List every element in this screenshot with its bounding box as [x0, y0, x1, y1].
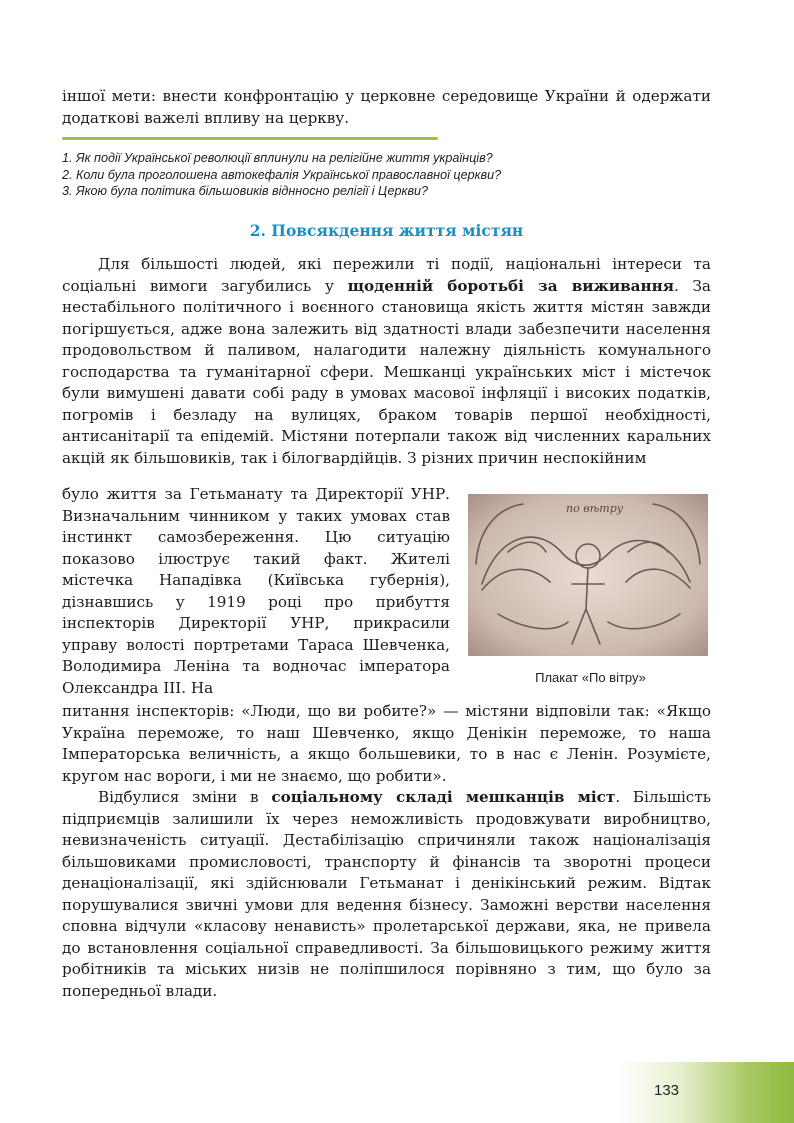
paragraph-1-text-a: Для більшості людей, які пережили ті події, національні інтереси та соціальні вимоги загубились у [62, 255, 711, 295]
paragraph-2-text-a: Відбулися зміни в [98, 788, 272, 806]
paragraph-1 [62, 254, 711, 469]
question-item: 3. Якою була політика більшовиків віднносно релігії і Церкви? [62, 184, 429, 198]
poster-illustration [468, 494, 708, 656]
paragraph-2-text-b: . Більшість підприємців залишили їх через неможливість продовжувати виробництво, невизначеність ситуації. Дестабілізацію спричиняли також націоналізація більшовиками промисловості, транспорту й фінансів та зворотні процеси денаціоналізації, які здійснювали Гетьманат і денікінський режим. Відтак порушувалися звичні умови для ведення бізнесу. Заможні верстви населення сповна відчули «класову ненависть» пролетарської держави, яка, не привела до встановлення соціальної справедливості. За більшовицького режиму життя робітників та міських низів не поліпшилося порівняно з тим, що було за попередньої влади. [62, 788, 711, 1000]
poster-image [468, 494, 708, 656]
paragraph-1-bold: щоденній боротьбі за виживання [347, 276, 674, 295]
intro-paragraph: іншої мети: внести конфронтацію у церковне середовище України й одержати додаткові важелі впливу на церкву. [62, 87, 711, 127]
page-number: 133 [654, 1082, 680, 1099]
section-title: 2. Повсякдення життя містян [249, 221, 524, 240]
question-item: 2. Коли була проголошена автокефалія Української православної церкви? [62, 167, 502, 182]
paragraph-1-text-b: . За нестабільного політичного і воєнного становища якість життя містян завжди погіршується, адже вона залежить від здатності влади забезпечити населення продовольством й паливом, налагодити належну діяльність комунального господарства та гуманітарної сфери. Мешканці українських міст і містечок були вимушені давати собі раду в умовах масової інфляції і високих податків, погромів і безладу на вулицях, браком товарів першої необхідності, антисанітарії та епідемій. Містяни потерпали також від численних каральних акцій як більшовиків, так і білогвардійців. З різних причин неспокійним [62, 276, 711, 467]
paragraph-1-end: питання інспекторів: «Люди, що ви робите?» — містяни відповіли так: «Якщо Україна переможе, то наш Шевченко, якщо Денікін переможе, то наша Імператорська величність, а якщо большевики, то в нас є Ленін. Розумієте, кругом нас вороги, і ми не знаємо, що робити». [62, 702, 711, 785]
paragraph-2 [62, 787, 711, 1002]
poster-caption: Плакат «По вітру» [535, 670, 646, 685]
page-number-tab [618, 1062, 794, 1123]
paragraph-2-bold: соціальному складі мешканців міст [271, 788, 616, 806]
section-divider [62, 137, 438, 140]
paragraph-1-wrapped: було життя за Гетьманату та Директорії УНР. Визначальним чинником у таких умовах став інстинкт самозбереження. Цю ситуацію показово ілюструє такий факт. Жителі містечка Нападівка (Київська губернія), дізнавшись у 1919 році про прибуття інспекторів Директорії УНР, прикрасили управу волості портретами Тараса Шевченка, Володимира Леніна та водночас імператора Олександра III. На [62, 485, 450, 697]
poster-inscription: по вѣтру [566, 502, 624, 515]
review-questions [62, 150, 711, 200]
question-item: 1. Як події Української революції вплинули на релігійне життя українців? [62, 151, 493, 165]
